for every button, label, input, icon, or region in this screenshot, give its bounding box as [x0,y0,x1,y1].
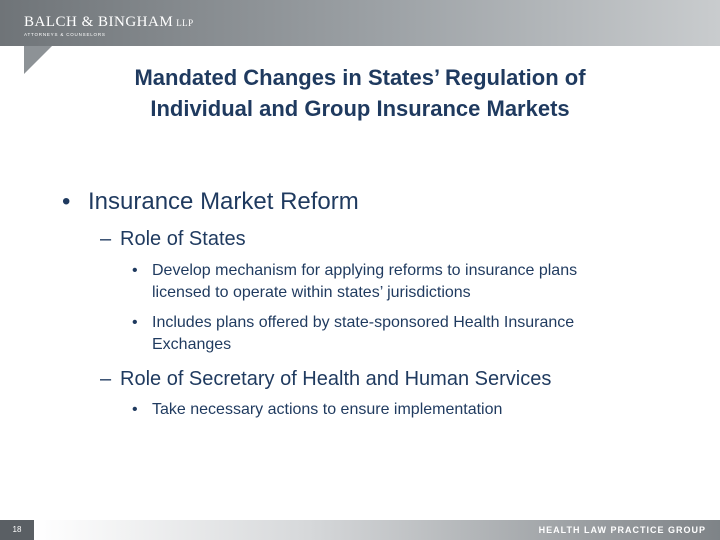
slide-title-line-1: Mandated Changes in States’ Regulation of [134,65,586,90]
sub-sub-bullet-text: Develop mechanism for applying reforms to insurance plans licensed to operate within states’ jurisdictions [152,262,578,301]
bullet-marker: • [62,188,71,215]
firm-tagline: ATTORNEYS & COUNSELORS [24,32,106,37]
sub-bullet-role-secretary [100,367,551,391]
sub-bullet-role-secretary-text: Role of Secretary of Health and Human Services [120,368,552,390]
bullet-marker: • [132,262,138,279]
bullet-marker: • [132,314,138,331]
bullet-marker: • [132,401,138,418]
bullet-main-text: Insurance Market Reform [88,188,359,215]
sub-sub-bullet-item [132,399,632,421]
dash-marker: – [100,368,112,390]
sub-sub-bullet-text: Includes plans offered by state-sponsored Health Insurance Exchanges [152,314,575,353]
footer-band [34,520,720,540]
dash-marker: – [100,228,112,250]
slide-title-line-2: Individual and Group Insurance Markets [150,96,570,121]
page-number: 18 [0,520,34,540]
practice-group-label: HEALTH LAW PRACTICE GROUP [538,525,706,535]
sub-sub-bullet-item [132,260,632,304]
sub-sub-bullet-item [132,312,632,356]
bullet-main [62,187,359,217]
sub-sub-bullet-text: Take necessary actions to ensure implementation [152,401,503,418]
firm-suffix: LLP [176,18,194,28]
sub-bullet-role-states-text: Role of States [120,228,246,250]
sub-bullet-role-states [100,227,246,251]
firm-name: BALCH & BINGHAM [24,14,174,30]
